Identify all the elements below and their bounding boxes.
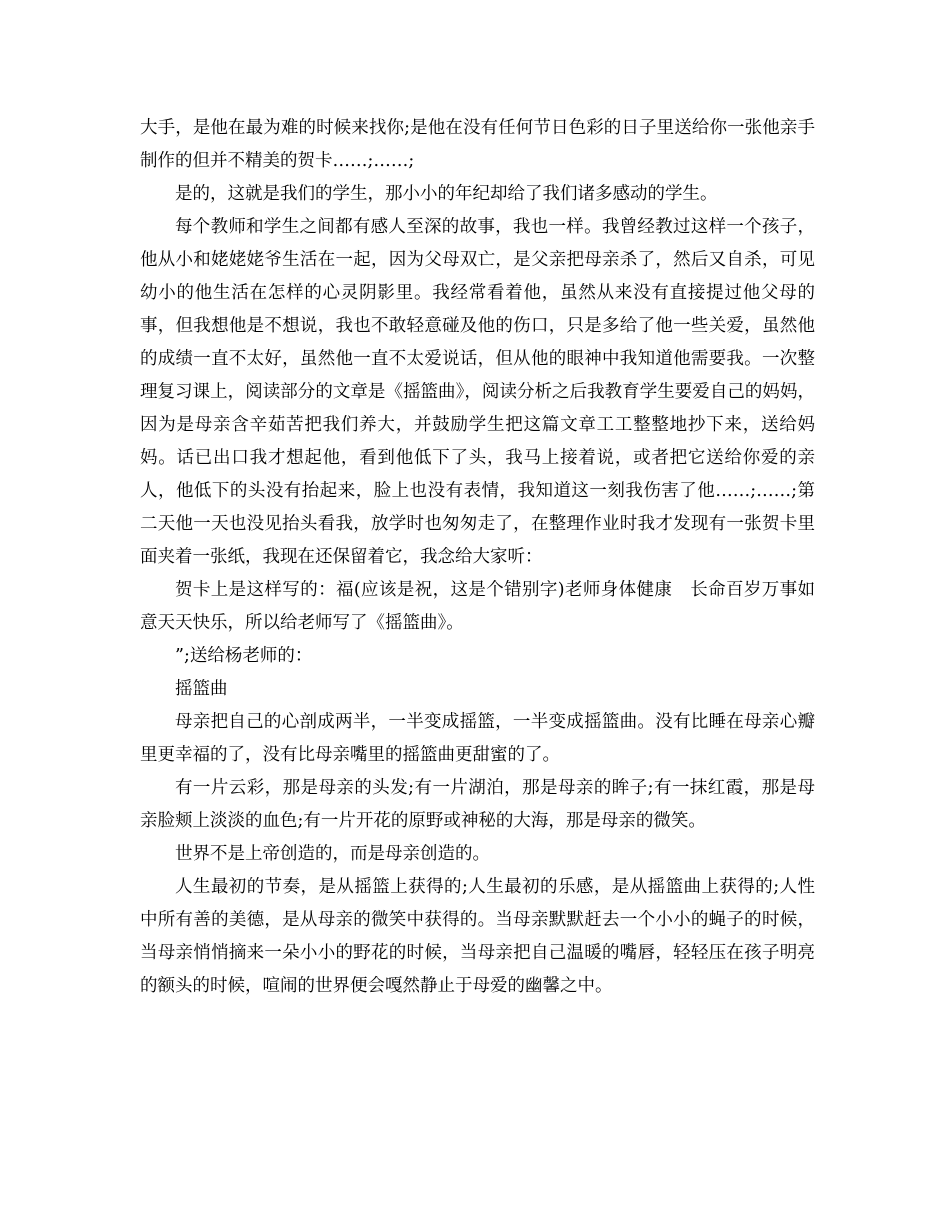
paragraph-poem-3: 世界不是上帝创造的，而是母亲创造的。 [175,844,490,864]
paragraph-card-text: 贺卡上是这样写的：福(应该是祝，这是个错别字)老师身体健康 长命百岁万事如意天天快乐，所以给老师写了《摇篮曲》。 [140,580,815,633]
paragraph-continued: 大手，是他在最为难的时候来找你;是他在没有任何节日色彩的日子里送给你一张他亲手制作的但并不精美的贺卡……;……; [140,118,815,171]
paragraph-poem-1: 母亲把自己的心剖成两半，一半变成摇篮，一半变成摇篮曲。没有比睡在母亲心瓣里更幸福的了，没有比母亲嘴里的摇篮曲更甜蜜的了。 [140,712,815,765]
paragraph-poem-2: 有一片云彩，那是母亲的头发;有一片湖泊，那是母亲的眸子;有一抹红霞，那是母亲脸颊上淡淡的血色;有一片开花的原野或神秘的大海，那是母亲的微笑。 [140,778,815,831]
paragraph-story: 每个教师和学生之间都有感人至深的故事，我也一样。我曾经教过这样一个孩子，他从小和姥姥姥爷生活在一起，因为父母双亡，是父亲把母亲杀了，然后又自杀，可见幼小的他生活在怎样的心灵阴影里。我经常看着他，虽然从来没有直接提过他父母的事，但我想他是不想说，我也不敢轻意碰及他的伤口，只是多给了他一些关爱，虽然他的成绩一直不太好，虽然他一直不太爱说话，但从他的眼神中我知道他需要我。一次整理复习课上，阅读部分的文章是《摇篮曲》，阅读分析之后我教育学生要爱自己的妈妈，因为是母亲含辛茹苦把我们养大，并鼓励学生把这篇文章工工整整地抄下来，送给妈妈。话已出口我才想起他，看到他低下了头，我马上接着说，或者把它送给你爱的亲人，他低下的头没有抬起来，脸上也没有表情，我知道这一刻我伤害了他……;……;第二天他一天也没见抬头看我，放学时也匆匆走了，在整理作业时我才发现有一张贺卡里面夹着一张纸，我现在还保留着它，我念给大家听： [140,217,815,567]
paragraph-students: 是的，这就是我们的学生，那小小的年纪却给了我们诸多感动的学生。 [175,184,718,204]
document-page [140,112,815,1003]
paragraph-dedication: ”;送给杨老师的： [175,646,313,666]
paragraph-poem-4: 人生最初的节奏，是从摇篮上获得的;人生最初的乐感，是从摇篮曲上获得的;人性中所有善的美德，是从母亲的微笑中获得的。当母亲默默赶去一个小小的蝇子的时候，当母亲悄悄摘来一朵小小的野花的时候，当母亲把自己温暖的嘴唇，轻轻压在孩子明亮的额头的时候，喧闹的世界便会嘎然静止于母爱的幽馨之中。 [140,877,815,996]
poem-title: 摇篮曲 [175,679,228,699]
